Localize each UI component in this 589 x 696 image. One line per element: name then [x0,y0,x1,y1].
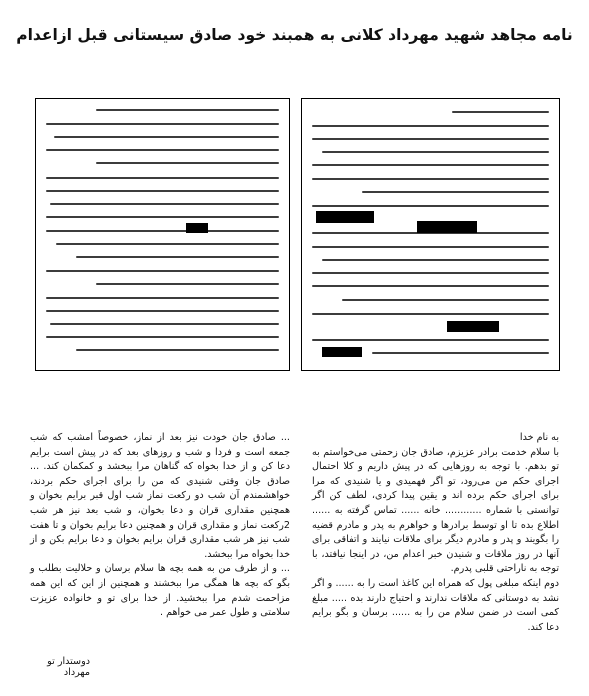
letter-signature: دوستدار تو مهرداد [47,656,90,678]
letter-paragraph: ... و از طرف من به همه بچه ها سلام برسان و حلالیت بطلب و بگو که بچه ها همگی مرا ببخشند و همچنین از این که این همه مزاحمت شدم مرا ببخشید. از خدا برای تو و خانواده عزیزت سلامتی و طول عمر می خواهم . [30,563,290,619]
letter-heading: به نام خدا [519,432,559,443]
page-title: نامه مجاهد شهید مهرداد کلانی به همبند خود صادق سیستانی قبل از‌اعدام [16,26,573,44]
handwritten-letter-scan-left [35,98,290,371]
letter-paragraph: ... صادق جان خودت نیز بعد از نماز، خصوصاً امشب که شب جمعه است و فردا و شب و روزهای بعد که در پیش است برایم دعا کن و از خدا بخواه که گناهان مرا ببخشد و کمکمان کند. ... صادق جان وقتی شنیدی که من را برای اجرای حکم بردند، خواهشمندم آن شب دو رکعت نماز شب اول قبر برایم بخوان و همچنین مقداری قران و دعا بخوان، و شب بعد نیز هر شب 2رکعت نماز و مقداری قران و همچنین دعا برایم بخوان و تا هفت شب نیز هر شب مقداری قران برایم بخوان و دعا برایم بکن و از خدا بخواه مرا ببخشد. [30,432,290,560]
letter-paragraph: دوم اینکه مبلغی پول که همراه این کاغذ است را به ...... و اگر نشد به دوستانی که ملاقات ندارند و احتیاج دارند بده ..... مبلغ کمی است در ضمن سلام من را به ...... برسان و بگو برایم دعا کند. [312,577,559,633]
redaction-mark [417,221,477,233]
typed-letter-column-right [312,431,559,635]
redaction-mark [322,347,362,357]
redaction-mark [447,321,499,332]
redaction-mark [316,211,374,223]
typed-letter-column-left [30,431,290,621]
letter-paragraph: با سلام خدمت برادر عزیزم، صادق جان زحمتی می‌خواستم به تو بدهم. با توجه به روزهایی که در پیش داریم و کلا احتمال اجرای حکم من می‌رود، تو اگر فهمیدی و یا شنیدی که مرا برای اجرای حکم برده اند و یقین پیدا کردی، لطف کن اگر توانستی با شماره ............ خانه ...... تماس گرفته به ...... اطلاع بده تا او توسط برادرها و خواهرم به پدر و مادرم قضیه را بگویند و پدر و مادرم دیگر برای ملاقات نیایند و اتفاقی برای آنها در روز ملاقات و شنیدن خبر اعدام من، در اینجا نیافتد، با توجه به ناراحتی قلبی پدرم. [312,446,559,575]
handwritten-letter-scan-right [301,98,560,371]
redaction-mark [186,223,208,233]
